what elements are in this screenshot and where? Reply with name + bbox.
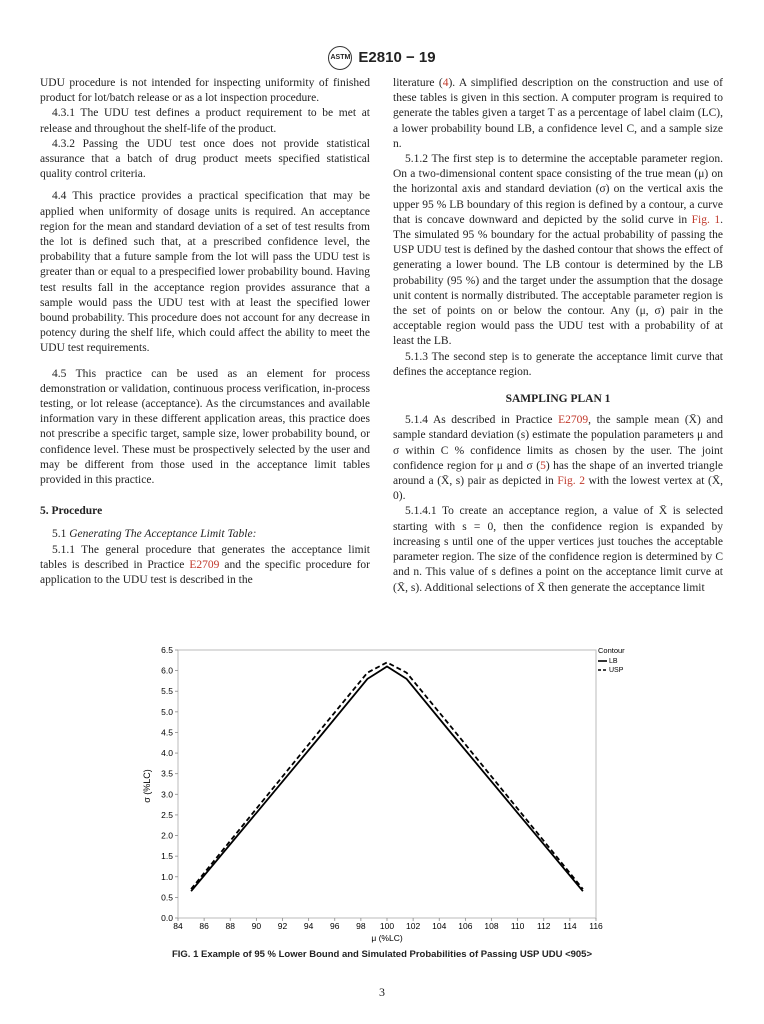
astm-logo-icon: ASTM [328,46,352,70]
y-tick-label: 1.5 [161,851,173,862]
x-tick-label: 94 [303,921,314,931]
x-tick-label: 110 [510,921,525,931]
section-heading: 5. Procedure [40,505,103,518]
fig2-link[interactable]: Fig. 2 [557,475,585,488]
y-tick-label: 6.0 [161,665,173,676]
page-number: 3 [379,985,385,999]
left-column [40,76,370,588]
legend-title: Contour [598,646,625,655]
y-tick-label: 5.5 [161,686,173,697]
y-tick-label: 2.5 [161,809,173,820]
y-tick-label: 5.0 [161,706,173,717]
paragraph-5-1-4: 5.1.4 As described in Practice E2709, the sample mean (X̄) and sample standard deviation (s) estimate the population parameters μ and σ within C % confidence limits as chosen by the user. The joint confidence region for μ and σ (5) has the shape of an inverted triangle around a (X̄, s) pair as depicted in Fig. 2 with the lowest vertex at (X̄, 0). [393,414,724,503]
reference-link[interactable]: 4 [442,77,449,89]
paragraph-5-1-1: 5.1.1 The general procedure that generates the acceptance limit tables is described in Practice E2709 and the specific procedure for application to the UDU test is described in the [40,543,370,587]
y-tick-label: 4.5 [161,727,173,738]
x-axis-label: μ (%LC) [371,933,403,943]
paragraph-5-1-2: 5.1.2 The first step is to determine the acceptable parameter region. On a two-dimensional content space consisting of the true mean (μ) on the horizontal axis and standard deviation (σ) on the vertical axis the upper 95 % LB boundary of this region is defined by a contour, a curve that is concave downward and depicted by the solid curve in Fig. 1. The simulated 95 % boundary for the actual probability of passing the USP UDU test is defined by the dashed contour that shows the effect of generating a lower bound. The LB contour is determined by the LB probability (95 %) and the target under the assumption that the dosage unit content is normally distributed. The acceptable parameter region is the set of points on or below the contour. Any (μ, σ) pair in the acceptable region would pass the UDU test with a probability of at least the LB. [393,153,723,348]
x-tick-label: 86 [199,921,209,931]
y-tick-label: 3.5 [161,768,173,779]
paragraph-continued: literature (4). A simplified description on the construction and use of these tables is given in this section. A computer program is required to generate the tables given a target T as a percentage of label claim (LC), a lower probability bound LB, a confidence level C, and a sample size n. [393,77,723,150]
x-tick-label: 108 [484,921,499,931]
y-tick-label: 1.0 [161,871,173,882]
paragraph-5-1-3: 5.1.3 The second step is to generate the acceptance limit curve that defines the acceptance region. [393,350,723,378]
x-tick-label: 102 [406,921,421,931]
paragraph-4-3-1: 4.3.1 The UDU test defines a product requirement to be met at release and throughout the shelf-life of the product. [40,107,370,135]
right-column [393,76,723,596]
reference-link[interactable]: 5 [540,459,546,472]
y-axis-label: σ (%LC) [142,769,152,803]
y-tick-label: 0.0 [161,913,173,923]
x-tick-label: 116 [589,921,603,931]
figure-caption: FIG. 1 Example of 95 % Lower Bound and Simulated Probabilities of Passing USP UDU <905> [171,949,593,960]
y-tick-label: 6.5 [161,645,173,655]
x-tick-label: 90 [251,921,262,931]
fig1-link[interactable]: Fig. 1 [691,213,721,226]
series-line-lb [191,667,583,892]
y-tick-label: 3.0 [161,789,173,800]
x-tick-label: 106 [458,921,473,931]
y-tick-label: 0.5 [161,892,173,903]
e2709-link[interactable]: E2709 [189,558,220,571]
x-tick-label: 96 [330,921,340,931]
x-tick-label: 112 [536,921,551,931]
paragraph-5-1-4-1: 5.1.4.1 To create an acceptance region, a value of X̄ is selected starting with s = 0, then the confidence region is expanded by increasing s until one of the upper vertices just touches the acceptable parameter region. The size of the confidence region is determined by C and n. This value of s defines a point on the acceptance limit curve at (X̄, s). Additional selections of X̄ then generate the acceptance limit [393,505,723,594]
legend [598,646,625,674]
paragraph: UDU procedure is not intended for inspecting uniformity of finished product for lot/batch release or as a lot inspection procedure. [40,77,370,105]
x-tick-label: 100 [379,921,395,931]
y-tick-label: 2.0 [161,830,173,841]
plot-area [178,650,596,918]
legend-lb-label: LB [609,658,618,665]
x-tick-label: 104 [432,921,447,931]
series-line-usp [191,662,583,889]
paragraph-5-1: 5.1 Generating The Acceptance Limit Table: [52,528,257,541]
x-tick-label: 84 [173,921,183,931]
page-header [0,46,764,70]
document-id: E2810 − 19 [358,48,436,66]
x-tick-label: 88 [225,921,235,931]
legend-usp-label: USP [609,667,624,674]
x-tick-label: 98 [356,921,366,931]
y-tick-label: 4.0 [161,748,173,759]
e2709-link[interactable]: E2709 [558,414,589,427]
x-tick-label: 114 [563,921,577,931]
paragraph-4-4: 4.4 This practice provides a practical specification that may be applied when uniformity of dosage units is required. An acceptance region for the mean and standard deviation of a set of test results from the lot is defined such that, at a prescribed confidence level, the probability that a future sample from the lot will pass the UDU test is greater than or equal to a prespecified lower probability bound. Having test results fall in the acceptance region provides assurance that a sample would pass the UDU test with at least the specified lower bound probability. This procedure does not account for any decrease in potency during the shelf life, which could affect the ability to meet the UDU test requirements. [40,190,370,355]
paragraph-4-3-2: 4.3.2 Passing the UDU test once does not provide statistical assurance that a batch of drug product meets specified statistical quality control criteria. [40,137,370,181]
plan-heading: SAMPLING PLAN 1 [505,393,611,406]
x-tick-label: 92 [277,921,288,931]
figure-1-chart [138,642,638,954]
paragraph-4-5: 4.5 This practice can be used as an element for process demonstration or validation, continuous process verification, in-process testing, or lot release (acceptance). As the circumstances and available information vary in these different application areas, this practice does not prescribe a specific target, sample size, lower probability bound, or confidence level. These must be prospectively selected by the user and may be different from those used in the acceptance limit tables provided in this practice. [40,367,370,487]
